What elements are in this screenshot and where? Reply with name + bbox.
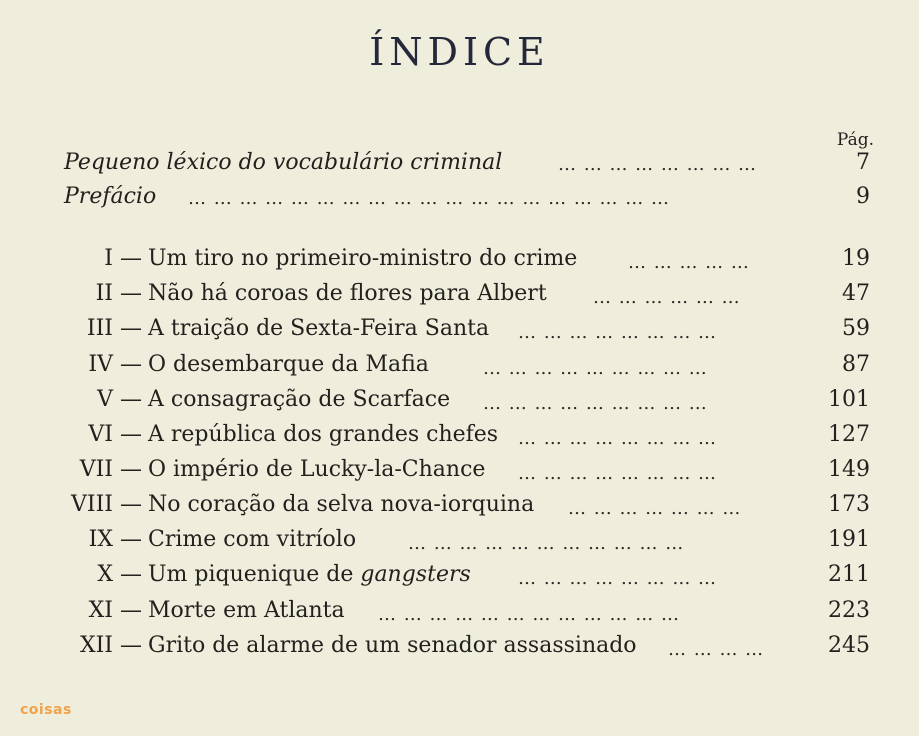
- toc-chapter-8[interactable]: [0, 492, 870, 524]
- chapter-title: O império de Lucky-la-Chance: [148, 457, 486, 482]
- entry-page: 9: [856, 184, 870, 209]
- chapter-numeral: I —: [104, 246, 142, 271]
- chapter-numeral: VIII —: [71, 492, 142, 517]
- dot-leader: … … … … …: [628, 252, 750, 273]
- chapter-numeral: X —: [97, 562, 142, 587]
- toc-chapter-10[interactable]: [0, 562, 870, 594]
- dot-leader: … … … … … … … …: [518, 568, 718, 589]
- toc-chapter-4[interactable]: [0, 352, 870, 384]
- chapter-page: 87: [842, 352, 870, 377]
- chapter-numeral: VI —: [88, 422, 142, 447]
- entry-title: Pequeno léxico do vocabulário criminal: [64, 150, 503, 175]
- toc-chapter-9[interactable]: [0, 527, 870, 559]
- dot-leader: … … … … … … … … … … … …: [378, 604, 680, 625]
- toc-entry-prefacio[interactable]: [64, 184, 874, 216]
- dot-leader: … … … … … … … … … … …: [408, 533, 685, 554]
- chapter-numeral: V —: [97, 387, 142, 412]
- chapter-page: 127: [828, 422, 870, 447]
- toc-chapter-7[interactable]: [0, 457, 870, 489]
- chapter-page: 19: [842, 246, 870, 271]
- dot-leader: … … … … … … … … … … … … … … … … … … …: [188, 188, 670, 209]
- chapter-title: O desembarque da Mafia: [148, 352, 429, 377]
- dot-leader: … … … …: [668, 639, 765, 660]
- toc-chapter-2[interactable]: [0, 281, 870, 313]
- entry-page: 7: [856, 150, 870, 175]
- toc-chapter-1[interactable]: [0, 246, 870, 278]
- chapter-title: A traição de Sexta-Feira Santa: [148, 316, 490, 341]
- chapter-page: 191: [828, 527, 870, 552]
- chapter-page: 59: [842, 316, 870, 341]
- chapter-page: 223: [828, 598, 870, 623]
- chapter-title: No coração da selva nova-iorquina: [148, 492, 535, 517]
- chapter-numeral: VII —: [79, 457, 142, 482]
- chapter-title: Crime com vitríolo: [148, 527, 357, 552]
- page-title: ÍNDICE: [369, 30, 550, 74]
- chapter-page: 101: [828, 387, 870, 412]
- dot-leader: … … … … … … …: [568, 498, 742, 519]
- toc-chapter-5[interactable]: [0, 387, 870, 419]
- chapter-numeral: IX —: [88, 527, 142, 552]
- chapter-title: A república dos grandes chefes: [148, 422, 499, 447]
- entry-title: Prefácio: [64, 184, 157, 209]
- chapter-numeral: III —: [86, 316, 142, 341]
- chapter-page: 211: [828, 562, 870, 587]
- dot-leader: … … … … … … … … …: [483, 393, 708, 414]
- chapter-title: Um piquenique de gangsters: [148, 562, 471, 587]
- toc-chapter-3[interactable]: [0, 316, 870, 348]
- chapter-page: 245: [828, 633, 870, 658]
- chapter-numeral: II —: [95, 281, 142, 306]
- chapter-title: Um tiro no primeiro-ministro do crime: [148, 246, 578, 271]
- chapter-numeral: XI —: [88, 598, 142, 623]
- toc-chapter-11[interactable]: [0, 598, 870, 630]
- dot-leader: … … … … … … … …: [518, 463, 718, 484]
- chapter-title: A consagração de Scarface: [148, 387, 451, 412]
- dot-leader: … … … … … … … …: [558, 154, 758, 175]
- chapter-page: 47: [842, 281, 870, 306]
- chapter-page: 149: [828, 457, 870, 482]
- page-column-label: Pág.: [836, 130, 874, 150]
- chapter-title: Não há coroas de flores para Albert: [148, 281, 547, 306]
- chapter-title-italic: gangsters: [360, 562, 471, 587]
- chapter-title: Morte em Atlanta: [148, 598, 345, 623]
- chapter-numeral: XII —: [79, 633, 142, 658]
- toc-entry-lexicon[interactable]: [64, 150, 874, 182]
- toc-chapter-12[interactable]: [0, 633, 870, 665]
- chapter-title: Grito de alarme de um senador assassinado: [148, 633, 637, 658]
- dot-leader: … … … … … … … … …: [483, 358, 708, 379]
- dot-leader: … … … … … …: [593, 287, 741, 308]
- dot-leader: … … … … … … … …: [518, 428, 718, 449]
- watermark-logo: coisas: [20, 702, 72, 718]
- toc-chapter-6[interactable]: [0, 422, 870, 454]
- chapter-numeral: IV —: [88, 352, 142, 377]
- chapter-page: 173: [828, 492, 870, 517]
- dot-leader: … … … … … … … …: [518, 322, 718, 343]
